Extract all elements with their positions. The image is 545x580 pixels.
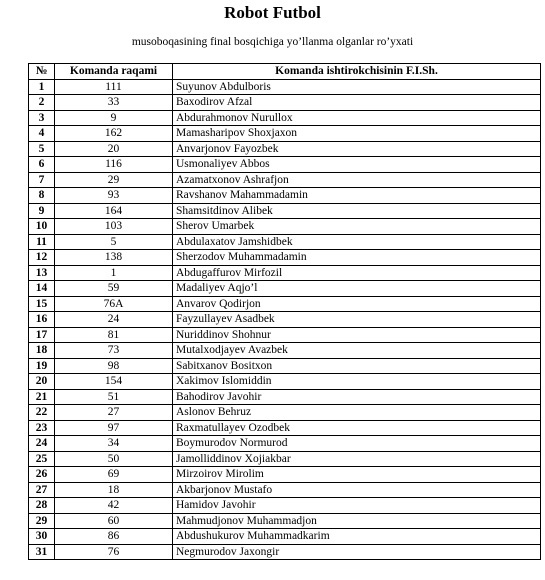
participant-name-cell: Anvarjonov Fayozbek xyxy=(173,141,541,157)
document-subtitle: musoboqasining final bosqichiga yo’llanma olganlar ro’yxati xyxy=(131,36,414,48)
participant-name-cell: Abdurahmonov Nurullox xyxy=(173,110,541,126)
table-body xyxy=(29,79,541,560)
participant-name-cell: Sabitxanov Bositxon xyxy=(173,358,541,374)
participant-name-cell: Anvarov Qodirjon xyxy=(173,296,541,312)
team-number-cell: 73 xyxy=(55,343,173,359)
participant-name-cell: Boymurodov Normurod xyxy=(173,436,541,452)
team-number-cell: 103 xyxy=(55,219,173,235)
participant-name-cell: Mahmudjonov Muhammadjon xyxy=(173,513,541,529)
participant-name-cell: Abdushukurov Muhammadkarim xyxy=(173,529,541,545)
team-number-cell: 29 xyxy=(55,172,173,188)
team-number-cell: 5 xyxy=(55,234,173,250)
participant-name-cell: Raxmatullayev Ozodbek xyxy=(173,420,541,436)
table-row xyxy=(29,498,541,514)
row-number-cell: 30 xyxy=(29,529,55,545)
row-number-cell: 9 xyxy=(29,203,55,219)
row-number-cell: 25 xyxy=(29,451,55,467)
team-number-cell: 42 xyxy=(55,498,173,514)
participant-name-cell: Mirzoirov Mirolim xyxy=(173,467,541,483)
table-row xyxy=(29,451,541,467)
participant-name-cell: Madaliyev Aqjo’l xyxy=(173,281,541,297)
table-row xyxy=(29,172,541,188)
team-number-cell: 81 xyxy=(55,327,173,343)
participant-name-cell: Ravshanov Mahammadamin xyxy=(173,188,541,204)
team-number-cell: 18 xyxy=(55,482,173,498)
participant-name-cell: Usmonaliyev Abbos xyxy=(173,157,541,173)
table-row xyxy=(29,188,541,204)
participant-name-cell: Xakimov Islomiddin xyxy=(173,374,541,390)
participant-name-cell: Shamsitdinov Alibek xyxy=(173,203,541,219)
header-number: № xyxy=(29,64,55,80)
table-row xyxy=(29,420,541,436)
row-number-cell: 7 xyxy=(29,172,55,188)
table-row xyxy=(29,265,541,281)
table-row xyxy=(29,79,541,95)
team-number-cell: 76A xyxy=(55,296,173,312)
table-row xyxy=(29,157,541,173)
row-number-cell: 12 xyxy=(29,250,55,266)
participant-name-cell: Sherzodov Muhammadamin xyxy=(173,250,541,266)
table-row xyxy=(29,482,541,498)
row-number-cell: 14 xyxy=(29,281,55,297)
table-row xyxy=(29,436,541,452)
participant-name-cell: Nuriddinov Shohnur xyxy=(173,327,541,343)
row-number-cell: 17 xyxy=(29,327,55,343)
document-title: Robot Futbol xyxy=(224,3,321,22)
table-row xyxy=(29,467,541,483)
row-number-cell: 1 xyxy=(29,79,55,95)
table-row xyxy=(29,513,541,529)
team-number-cell: 1 xyxy=(55,265,173,281)
table-row xyxy=(29,312,541,328)
table-row xyxy=(29,141,541,157)
row-number-cell: 21 xyxy=(29,389,55,405)
team-number-cell: 34 xyxy=(55,436,173,452)
participant-name-cell: Suyunov Abdulboris xyxy=(173,79,541,95)
participant-name-cell: Jamolliddinov Xojiakbar xyxy=(173,451,541,467)
table-row xyxy=(29,405,541,421)
table-row xyxy=(29,281,541,297)
row-number-cell: 6 xyxy=(29,157,55,173)
participant-name-cell: Mamasharipov Shoxjaxon xyxy=(173,126,541,142)
team-number-cell: 20 xyxy=(55,141,173,157)
team-number-cell: 111 xyxy=(55,79,173,95)
table-row xyxy=(29,343,541,359)
team-number-cell: 50 xyxy=(55,451,173,467)
table-row xyxy=(29,544,541,560)
team-number-cell: 138 xyxy=(55,250,173,266)
participant-name-cell: Hamidov Javohir xyxy=(173,498,541,514)
participant-name-cell: Sherov Umarbek xyxy=(173,219,541,235)
team-number-cell: 24 xyxy=(55,312,173,328)
row-number-cell: 31 xyxy=(29,544,55,560)
row-number-cell: 20 xyxy=(29,374,55,390)
participant-name-cell: Fayzullayev Asadbek xyxy=(173,312,541,328)
participant-name-cell: Abdugaffurov Mirfozil xyxy=(173,265,541,281)
row-number-cell: 15 xyxy=(29,296,55,312)
team-number-cell: 69 xyxy=(55,467,173,483)
row-number-cell: 22 xyxy=(29,405,55,421)
table-row xyxy=(29,219,541,235)
header-team-number: Komanda raqami xyxy=(55,64,173,80)
team-number-cell: 60 xyxy=(55,513,173,529)
table-header-row xyxy=(29,64,541,80)
team-number-cell: 9 xyxy=(55,110,173,126)
team-number-cell: 76 xyxy=(55,544,173,560)
participant-name-cell: Azamatxonov Ashrafjon xyxy=(173,172,541,188)
table-row xyxy=(29,250,541,266)
table-row xyxy=(29,296,541,312)
row-number-cell: 8 xyxy=(29,188,55,204)
participant-name-cell: Abdulaxatov Jamshidbek xyxy=(173,234,541,250)
team-number-cell: 98 xyxy=(55,358,173,374)
team-number-cell: 97 xyxy=(55,420,173,436)
table-row xyxy=(29,203,541,219)
participants-table xyxy=(28,63,541,560)
row-number-cell: 2 xyxy=(29,95,55,111)
row-number-cell: 28 xyxy=(29,498,55,514)
team-number-cell: 59 xyxy=(55,281,173,297)
table-row xyxy=(29,95,541,111)
table-row xyxy=(29,529,541,545)
table-row xyxy=(29,374,541,390)
participant-name-cell: Akbarjonov Mustafo xyxy=(173,482,541,498)
team-number-cell: 27 xyxy=(55,405,173,421)
row-number-cell: 3 xyxy=(29,110,55,126)
team-number-cell: 154 xyxy=(55,374,173,390)
participant-name-cell: Mutalxodjayev Avazbek xyxy=(173,343,541,359)
row-number-cell: 13 xyxy=(29,265,55,281)
participant-name-cell: Aslonov Behruz xyxy=(173,405,541,421)
row-number-cell: 4 xyxy=(29,126,55,142)
row-number-cell: 11 xyxy=(29,234,55,250)
table-row xyxy=(29,327,541,343)
team-number-cell: 33 xyxy=(55,95,173,111)
row-number-cell: 24 xyxy=(29,436,55,452)
row-number-cell: 29 xyxy=(29,513,55,529)
team-number-cell: 86 xyxy=(55,529,173,545)
table-row xyxy=(29,389,541,405)
header-participant-name: Komanda ishtirokchisinin F.I.Sh. xyxy=(173,64,541,80)
table-row xyxy=(29,110,541,126)
team-number-cell: 164 xyxy=(55,203,173,219)
team-number-cell: 93 xyxy=(55,188,173,204)
table-row xyxy=(29,234,541,250)
team-number-cell: 51 xyxy=(55,389,173,405)
table-row xyxy=(29,126,541,142)
row-number-cell: 26 xyxy=(29,467,55,483)
row-number-cell: 23 xyxy=(29,420,55,436)
row-number-cell: 5 xyxy=(29,141,55,157)
row-number-cell: 27 xyxy=(29,482,55,498)
row-number-cell: 19 xyxy=(29,358,55,374)
row-number-cell: 16 xyxy=(29,312,55,328)
participant-name-cell: Bahodirov Javohir xyxy=(173,389,541,405)
table-row xyxy=(29,358,541,374)
participant-name-cell: Baxodirov Afzal xyxy=(173,95,541,111)
row-number-cell: 10 xyxy=(29,219,55,235)
participant-name-cell: Negmurodov Jaxongir xyxy=(173,544,541,560)
row-number-cell: 18 xyxy=(29,343,55,359)
team-number-cell: 162 xyxy=(55,126,173,142)
team-number-cell: 116 xyxy=(55,157,173,173)
